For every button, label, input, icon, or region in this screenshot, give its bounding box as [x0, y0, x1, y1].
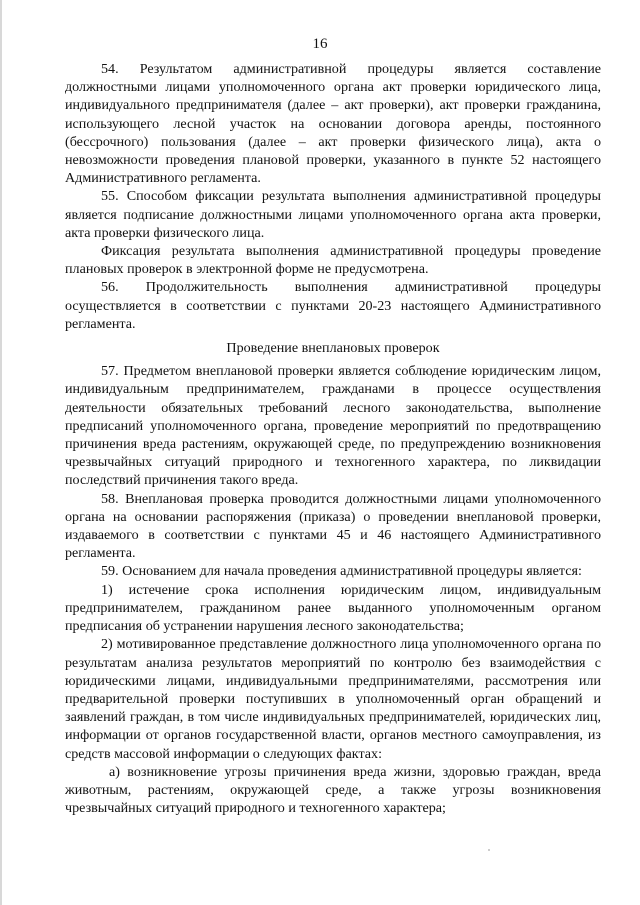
paragraph-56: 56. Продолжительность выполнения административной процедуры осуществляется в соответствии с пунктами 20-23 настоящего Административного регламента.: [65, 279, 601, 332]
page-number: 16: [312, 36, 328, 52]
scan-speck: [488, 849, 490, 851]
paragraph-59: 59. Основанием для начала проведения административной процедуры является:: [101, 563, 582, 580]
list-item-1: 1) истечение срока исполнения юридическим лицом, индивидуальным предпринимателем, гражданином ранее выданного уполномоченным органом предписания об устранении нарушения лесного законодательства;: [65, 581, 601, 635]
paragraph-58: 58. Внеплановая проверка проводится должностными лицами уполномоченного органа на основании распоряжения (приказа) о проведении внеплановой проверки, издаваемого в соответствии с пунктами 45 и 46 настоящего Административного регламента.: [65, 490, 601, 562]
document-body: [65, 60, 601, 817]
paragraph-fixation: Фиксация результата выполнения административной процедуры проведение плановых проверок в электронной форме не предусмотрена.: [65, 243, 601, 278]
section-heading: Проведение внеплановых проверок: [226, 340, 440, 357]
paragraph-54: 54. Результатом административной процедуры является составление должностными лицами уполномоченного органа акт проверки юридического лица, индивидуального предпринимателя (далее – акт проверки), акт проверки гражданина, использующего лесной участок на основании договора аренды, постоянного (бессрочного) пользования (далее – акт проверки физического лица), акта о невозможности проведения плановой проверки, указанного в пункте 52 настоящего Административного регламента.: [65, 61, 601, 187]
paragraph-57: 57. Предметом внеплановой проверки является соблюдение юридическим лицом, индивидуальным предпринимателем, гражданами в процессе осуществления деятельности обязательных требований лесного законодательства, выполнение предписаний уполномоченного органа, проведение мероприятий по предотвращению причинения вреда растениям, окружающей среде, по предупреждению возникновения чрезвычайных ситуаций природного и техногенного характера, по ликвидации последствий причинения такого вреда.: [65, 363, 601, 489]
list-item-2: 2) мотивированное представление должностного лица уполномоченного органа по результатам анализа результатов мероприятий по контролю без взаимодействия с юридическими лицами, индивидуальными предпринимателями, рассмотрения или предварительной проверки поступивших в уполномоченный орган обращений и заявлений граждан, в том числе индивидуальных предпринимателей, юридических лиц, информации от органов государственной власти, органов местного самоуправления, из средств массовой информации о следующих фактах:: [65, 636, 601, 762]
paragraph-55: 55. Способом фиксации результата выполнения административной процедуры является подписание должностными лицами уполномоченного органа акта проверки, акта проверки физического лица.: [65, 188, 601, 241]
list-subitem-a: а) возникновение угрозы причинения вреда жизни, здоровью граждан, вреда животным, растениям, окружающей среде, а также угрозы возникновения чрезвычайных ситуаций природного и техногенного характера;: [65, 763, 601, 817]
